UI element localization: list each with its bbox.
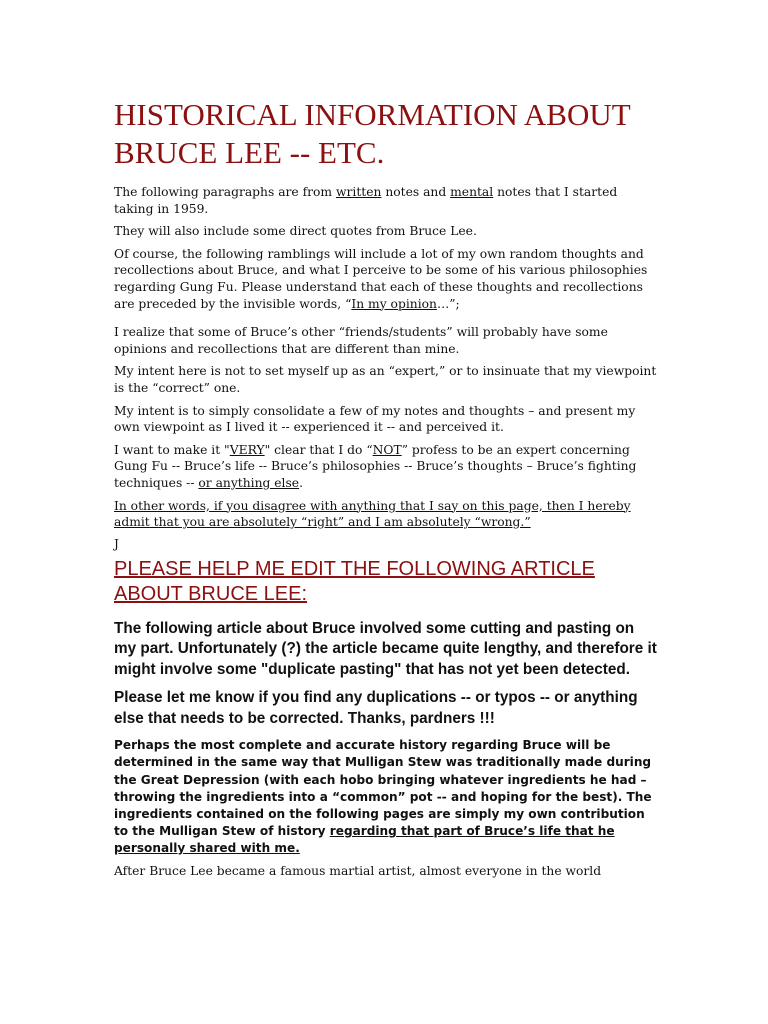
underlined-text: or anything else (198, 475, 300, 490)
section-heading: PLEASE HELP ME EDIT THE FOLLOWING ARTICLE ABOUT BRUCE LEE: (114, 557, 595, 605)
paragraph-other-words: In other words, if you disagree with anything that I say on this page, then I hereby admit that you are absolutely “right” and I am absolutely “wrong.” (114, 498, 631, 530)
smiley-glyph: J (114, 536, 119, 551)
paragraph-very-clear (114, 442, 658, 492)
text: ” profess to be an expert concerning Gung Fu -- Bruce’s life -- Bruce’s philosophies -- Bruce’s thoughts – Bruce’s fighting techniques -- (114, 442, 637, 490)
text: Perhaps the most complete and accurate history regarding Bruce will be determined in the same way that Mulligan Stew was traditionally made during the Great Depression (with each hobo bringing whatever ingredients he had – throwing the ingredients into a “common” pot -- and hoping for the best). The ingredients contained on the following pages are simply my own contribution to the Mulligan Stew of history (114, 738, 652, 839)
underlined-text: regarding that part of Bruce’s life that he personally shared with me. (114, 824, 615, 856)
paragraph-intent-consolidate: My intent is to simply consolidate a few of my notes and thoughts – and present my own viewpoint as I lived it -- experienced it -- and perceived it. (114, 403, 636, 435)
paragraph-friends: I realize that some of Bruce’s other “friends/students” will probably have some opinions and recollections that are different than mine. (114, 325, 608, 356)
text: notes that I started taking in 1959. (114, 185, 618, 216)
text: . (299, 475, 303, 490)
underlined-text: NOT (372, 442, 402, 457)
paragraph-ramblings (114, 246, 658, 312)
text: " clear that I do “ (264, 442, 373, 457)
text: …”; (436, 296, 460, 311)
text: Of course, the following ramblings will include a lot of my own random thoughts and recollections about Bruce, and what I perceive to be some of his various philosophies regarding Gung Fu. Please understand that each of these thoughts and recollections are preceded by the invisible words, “ (114, 246, 648, 311)
text: The following paragraphs are from (114, 185, 336, 199)
paragraph-famous: After Bruce Lee became a famous martial artist, almost everyone in the world (114, 863, 602, 878)
paragraph-notes (114, 184, 658, 217)
paragraph-mulligan-stew (114, 737, 658, 857)
paragraph-intent-expert: My intent here is not to set myself up as an “expert,” or to insinuate that my viewpoint is the “correct” one. (114, 364, 657, 395)
document-page (114, 96, 658, 885)
underlined-text: VERY (229, 442, 265, 457)
paragraph-duplications: Please let me know if you find any duplications -- or typos -- or anything else that needs to be corrected. Thanks, pardners !!! (114, 689, 638, 727)
underlined-text: written (336, 185, 382, 199)
paragraph-article-intro: The following article about Bruce involved some cutting and pasting on my part. Unfortunately (?) the article became quite lengthy, and therefore it might involve some "duplicate pasting" that has not yet been detected. (114, 619, 657, 678)
page-title: HISTORICAL INFORMATION ABOUT BRUCE LEE -- ETC. (114, 97, 631, 170)
text: notes and (381, 185, 451, 199)
paragraph-quotes: They will also include some direct quotes from Bruce Lee. (114, 224, 477, 239)
underlined-text: In my opinion (351, 296, 437, 311)
underlined-text: mental (450, 185, 494, 199)
text: I want to make it " (114, 442, 230, 457)
